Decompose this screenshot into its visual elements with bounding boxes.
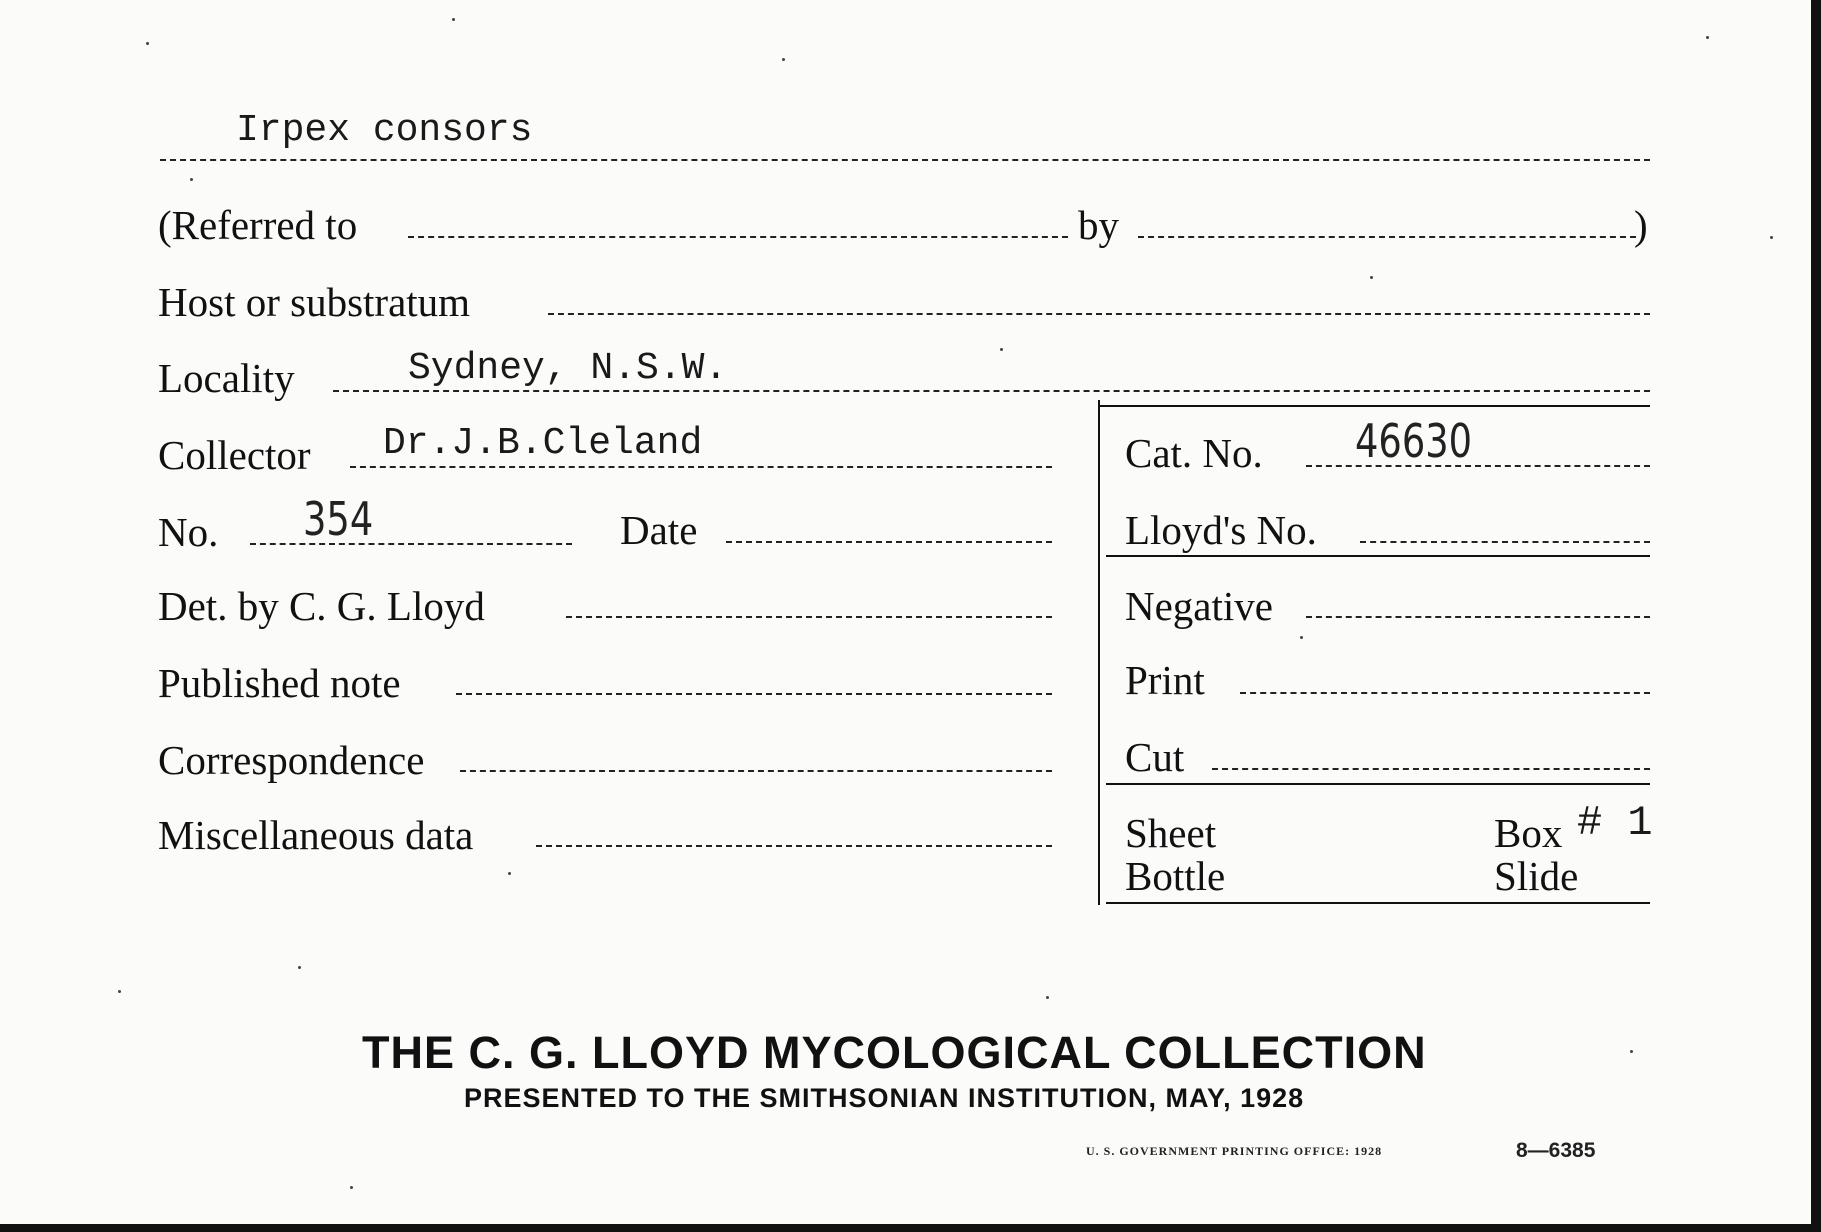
speck: [118, 990, 121, 993]
species-name: Irpex consors: [236, 109, 533, 152]
host-label: Host or substratum: [158, 279, 471, 325]
speck: [452, 18, 455, 21]
collection-subtitle: PRESENTED TO THE SMITHSONIAN INSTITUTION, MAY, 1928: [464, 1083, 1305, 1113]
cut-line: [1212, 768, 1650, 770]
right-box-top: [1100, 405, 1650, 407]
speck: [508, 872, 511, 875]
collector-line: [350, 466, 1052, 468]
species-line: [160, 159, 1650, 161]
cat-no-value: 46630: [1355, 414, 1473, 468]
locality-line: [333, 390, 1650, 392]
speck: [146, 42, 149, 45]
correspondence-label: Correspondence: [158, 737, 425, 783]
speck: [1770, 236, 1773, 239]
speck: [1300, 636, 1303, 639]
no-label: No.: [158, 509, 219, 555]
speck: [782, 58, 785, 61]
negative-label: Negative: [1125, 583, 1273, 629]
published-note-line: [456, 693, 1052, 695]
published-note-label: Published note: [158, 660, 401, 706]
det-by-line: [566, 616, 1052, 618]
correspondence-line: [460, 770, 1052, 772]
locality-label: Locality: [158, 355, 295, 401]
speck: [1000, 348, 1003, 351]
referred-to-line: [408, 236, 1068, 238]
speck: [1630, 1050, 1633, 1053]
right-box-divider: [1098, 400, 1100, 905]
card-edge-right: [1811, 0, 1821, 1232]
slide-label: Slide: [1494, 853, 1579, 899]
collector-value: Dr.J.B.Cleland: [383, 422, 703, 465]
printer-imprint: U. S. GOVERNMENT PRINTING OFFICE: 1928: [1086, 1144, 1383, 1158]
det-by-label: Det. by C. G. Lloyd: [158, 583, 485, 629]
sheet-label: Sheet: [1125, 810, 1217, 856]
speck: [350, 1186, 353, 1189]
box-number-value: # 1: [1577, 799, 1653, 847]
negative-line: [1306, 616, 1650, 618]
speck: [190, 178, 193, 181]
lloyds-no-line: [1360, 541, 1650, 543]
collection-title: THE C. G. LLOYD MYCOLOGICAL COLLECTION: [362, 1027, 1427, 1078]
box-label: Box: [1494, 810, 1563, 856]
by-label: by: [1078, 202, 1119, 248]
cut-label: Cut: [1125, 734, 1185, 780]
locality-value: Sydney, N.S.W.: [408, 347, 728, 390]
print-label: Print: [1125, 657, 1205, 703]
speck: [1046, 996, 1049, 999]
right-box-bottom: [1106, 902, 1650, 904]
collector-label: Collector: [158, 432, 311, 478]
form-number: 8—6385: [1516, 1139, 1596, 1162]
card-edge-bottom: [0, 1224, 1821, 1232]
print-line: [1240, 692, 1650, 694]
close-paren: ): [1634, 202, 1648, 248]
speck: [298, 966, 301, 969]
host-line: [548, 313, 1650, 315]
no-line: [250, 543, 572, 545]
right-box-mid-1: [1106, 555, 1650, 557]
cat-no-label: Cat. No.: [1125, 430, 1263, 476]
referred-to-label: (Referred to: [158, 202, 358, 248]
misc-label: Miscellaneous data: [158, 812, 474, 858]
bottle-label: Bottle: [1125, 853, 1226, 899]
right-box-mid-2: [1106, 783, 1650, 785]
lloyds-no-label: Lloyd's No.: [1125, 507, 1317, 553]
by-line: [1138, 236, 1636, 238]
date-line: [726, 541, 1052, 543]
date-label: Date: [620, 507, 698, 553]
speck: [1706, 36, 1709, 39]
speck: [1370, 276, 1373, 279]
no-value: 354: [303, 492, 374, 546]
misc-line: [536, 845, 1052, 847]
